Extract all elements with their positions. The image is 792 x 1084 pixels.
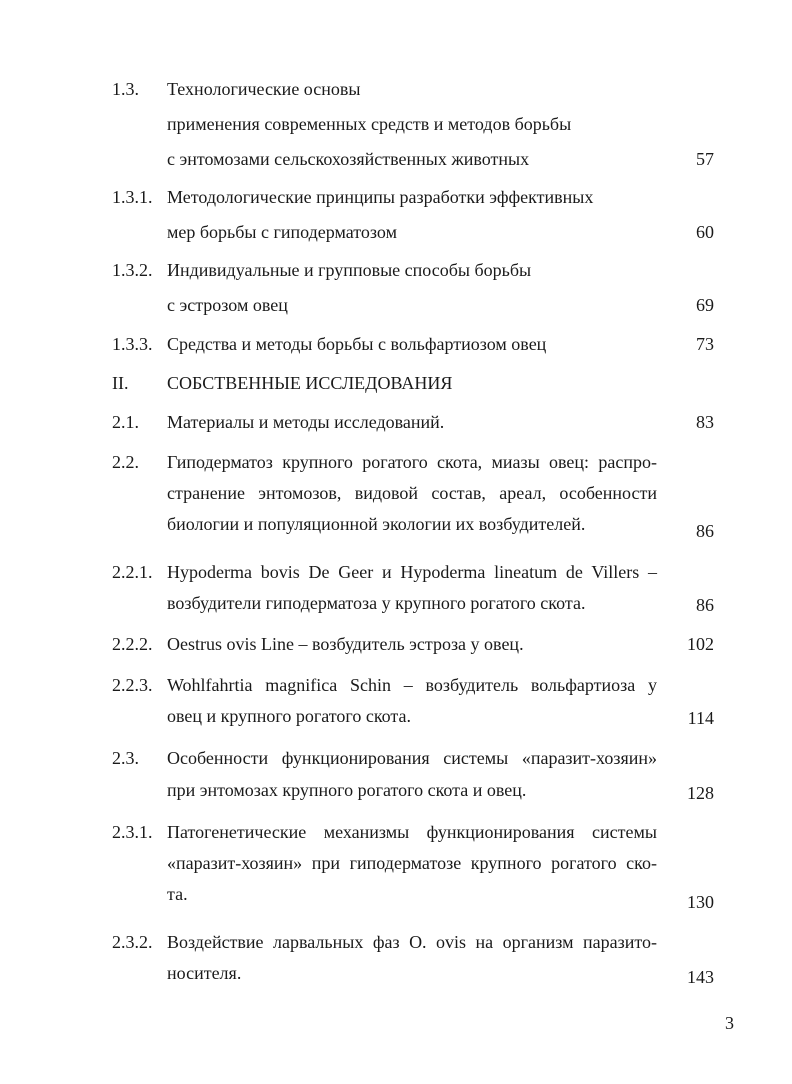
- toc-title-line: возбудители гиподерматоза у крупного рогатого скота.: [167, 593, 586, 613]
- toc-title-line: Индивидуальные и групповые способы борьбы: [167, 260, 532, 280]
- toc-title-line: Материалы и методы исследований.: [167, 412, 445, 432]
- toc-page-number: 69: [696, 295, 714, 315]
- toc-title-line: применения современных средств и методов борьбы: [167, 114, 572, 134]
- toc-title-line: странение энтомозов, видовой состав, ареал, особенности: [167, 483, 657, 503]
- toc-title-line: СОБСТВЕННЫЕ ИССЛЕДОВАНИЯ: [167, 373, 453, 393]
- toc-title-line: Oestrus ovis Line – возбудитель эстроза у овец.: [167, 634, 524, 654]
- toc-section-number: 2.2.1.: [112, 562, 153, 582]
- toc-section-number: 1.3.: [112, 79, 139, 99]
- toc-section-number: 2.3.1.: [112, 822, 153, 842]
- toc-title-line: с эстрозом овец: [167, 295, 288, 315]
- toc-title-line: Гиподерматоз крупного рогатого скота, миазы овец: распро-: [167, 452, 657, 472]
- toc-title-line: Hypoderma bovis De Geer и Hypoderma lineatum de Villers –: [167, 562, 657, 582]
- toc-title-line: Воздействие ларвальных фаз O. ovis на организм паразито-: [167, 932, 657, 952]
- toc-section-number: 2.3.: [112, 748, 139, 768]
- page-number: 3: [725, 1013, 734, 1033]
- toc-page-number: 143: [687, 967, 714, 987]
- toc-title-line: Патогенетические механизмы функционирования системы: [167, 822, 657, 842]
- toc-section-number: 2.2.: [112, 452, 139, 472]
- toc-title-line: Wohlfahrtia magnifica Schin – возбудитель вольфартиоза у: [167, 675, 657, 695]
- toc-page-number: 86: [696, 595, 714, 615]
- toc-section-number: 1.3.3.: [112, 334, 153, 354]
- toc-title-line: та.: [167, 884, 188, 904]
- toc-page-number: 57: [696, 149, 714, 169]
- toc-page-number: 130: [687, 892, 714, 912]
- toc-title-line: Методологические принципы разработки эффективных: [167, 187, 594, 207]
- toc-section-number: 1.3.1.: [112, 187, 153, 207]
- toc-title-line: «паразит-хозяин» при гиподерматозе крупного рогатого ско-: [167, 853, 657, 873]
- toc-title-line: при энтомозах крупного рогатого скота и овец.: [167, 780, 527, 800]
- toc-page-number: 60: [696, 222, 714, 242]
- toc-title-line: с энтомозами сельскохозяйственных животных: [167, 149, 530, 169]
- toc-section-number: 2.2.3.: [112, 675, 153, 695]
- toc-section-number: 1.3.2.: [112, 260, 153, 280]
- toc-page-number: 73: [696, 334, 714, 354]
- toc-title-line: носителя.: [167, 963, 242, 983]
- toc-title-line: мер борьбы с гиподерматозом: [167, 222, 397, 242]
- toc-section-number: 2.2.2.: [112, 634, 153, 654]
- toc-title-line: Особенности функционирования системы «паразит-хозяин»: [167, 748, 657, 768]
- toc-page-number: 102: [687, 634, 714, 654]
- toc-title-line: Технологические основы: [167, 79, 361, 99]
- toc-section-number: 2.3.2.: [112, 932, 153, 952]
- toc-page-number: 114: [687, 708, 714, 728]
- toc-section-number: 2.1.: [112, 412, 139, 432]
- toc-page-number: 86: [696, 521, 714, 541]
- toc-title-line: биологии и популяционной экологии их возбудителей.: [167, 514, 586, 534]
- toc-page-number: 128: [687, 783, 714, 803]
- toc-page-number: 83: [696, 412, 714, 432]
- toc-title-line: Средства и методы борьбы с вольфартиозом овец: [167, 334, 547, 354]
- toc-title-line: овец и крупного рогатого скота.: [167, 706, 411, 726]
- toc-section-number: II.: [112, 373, 129, 393]
